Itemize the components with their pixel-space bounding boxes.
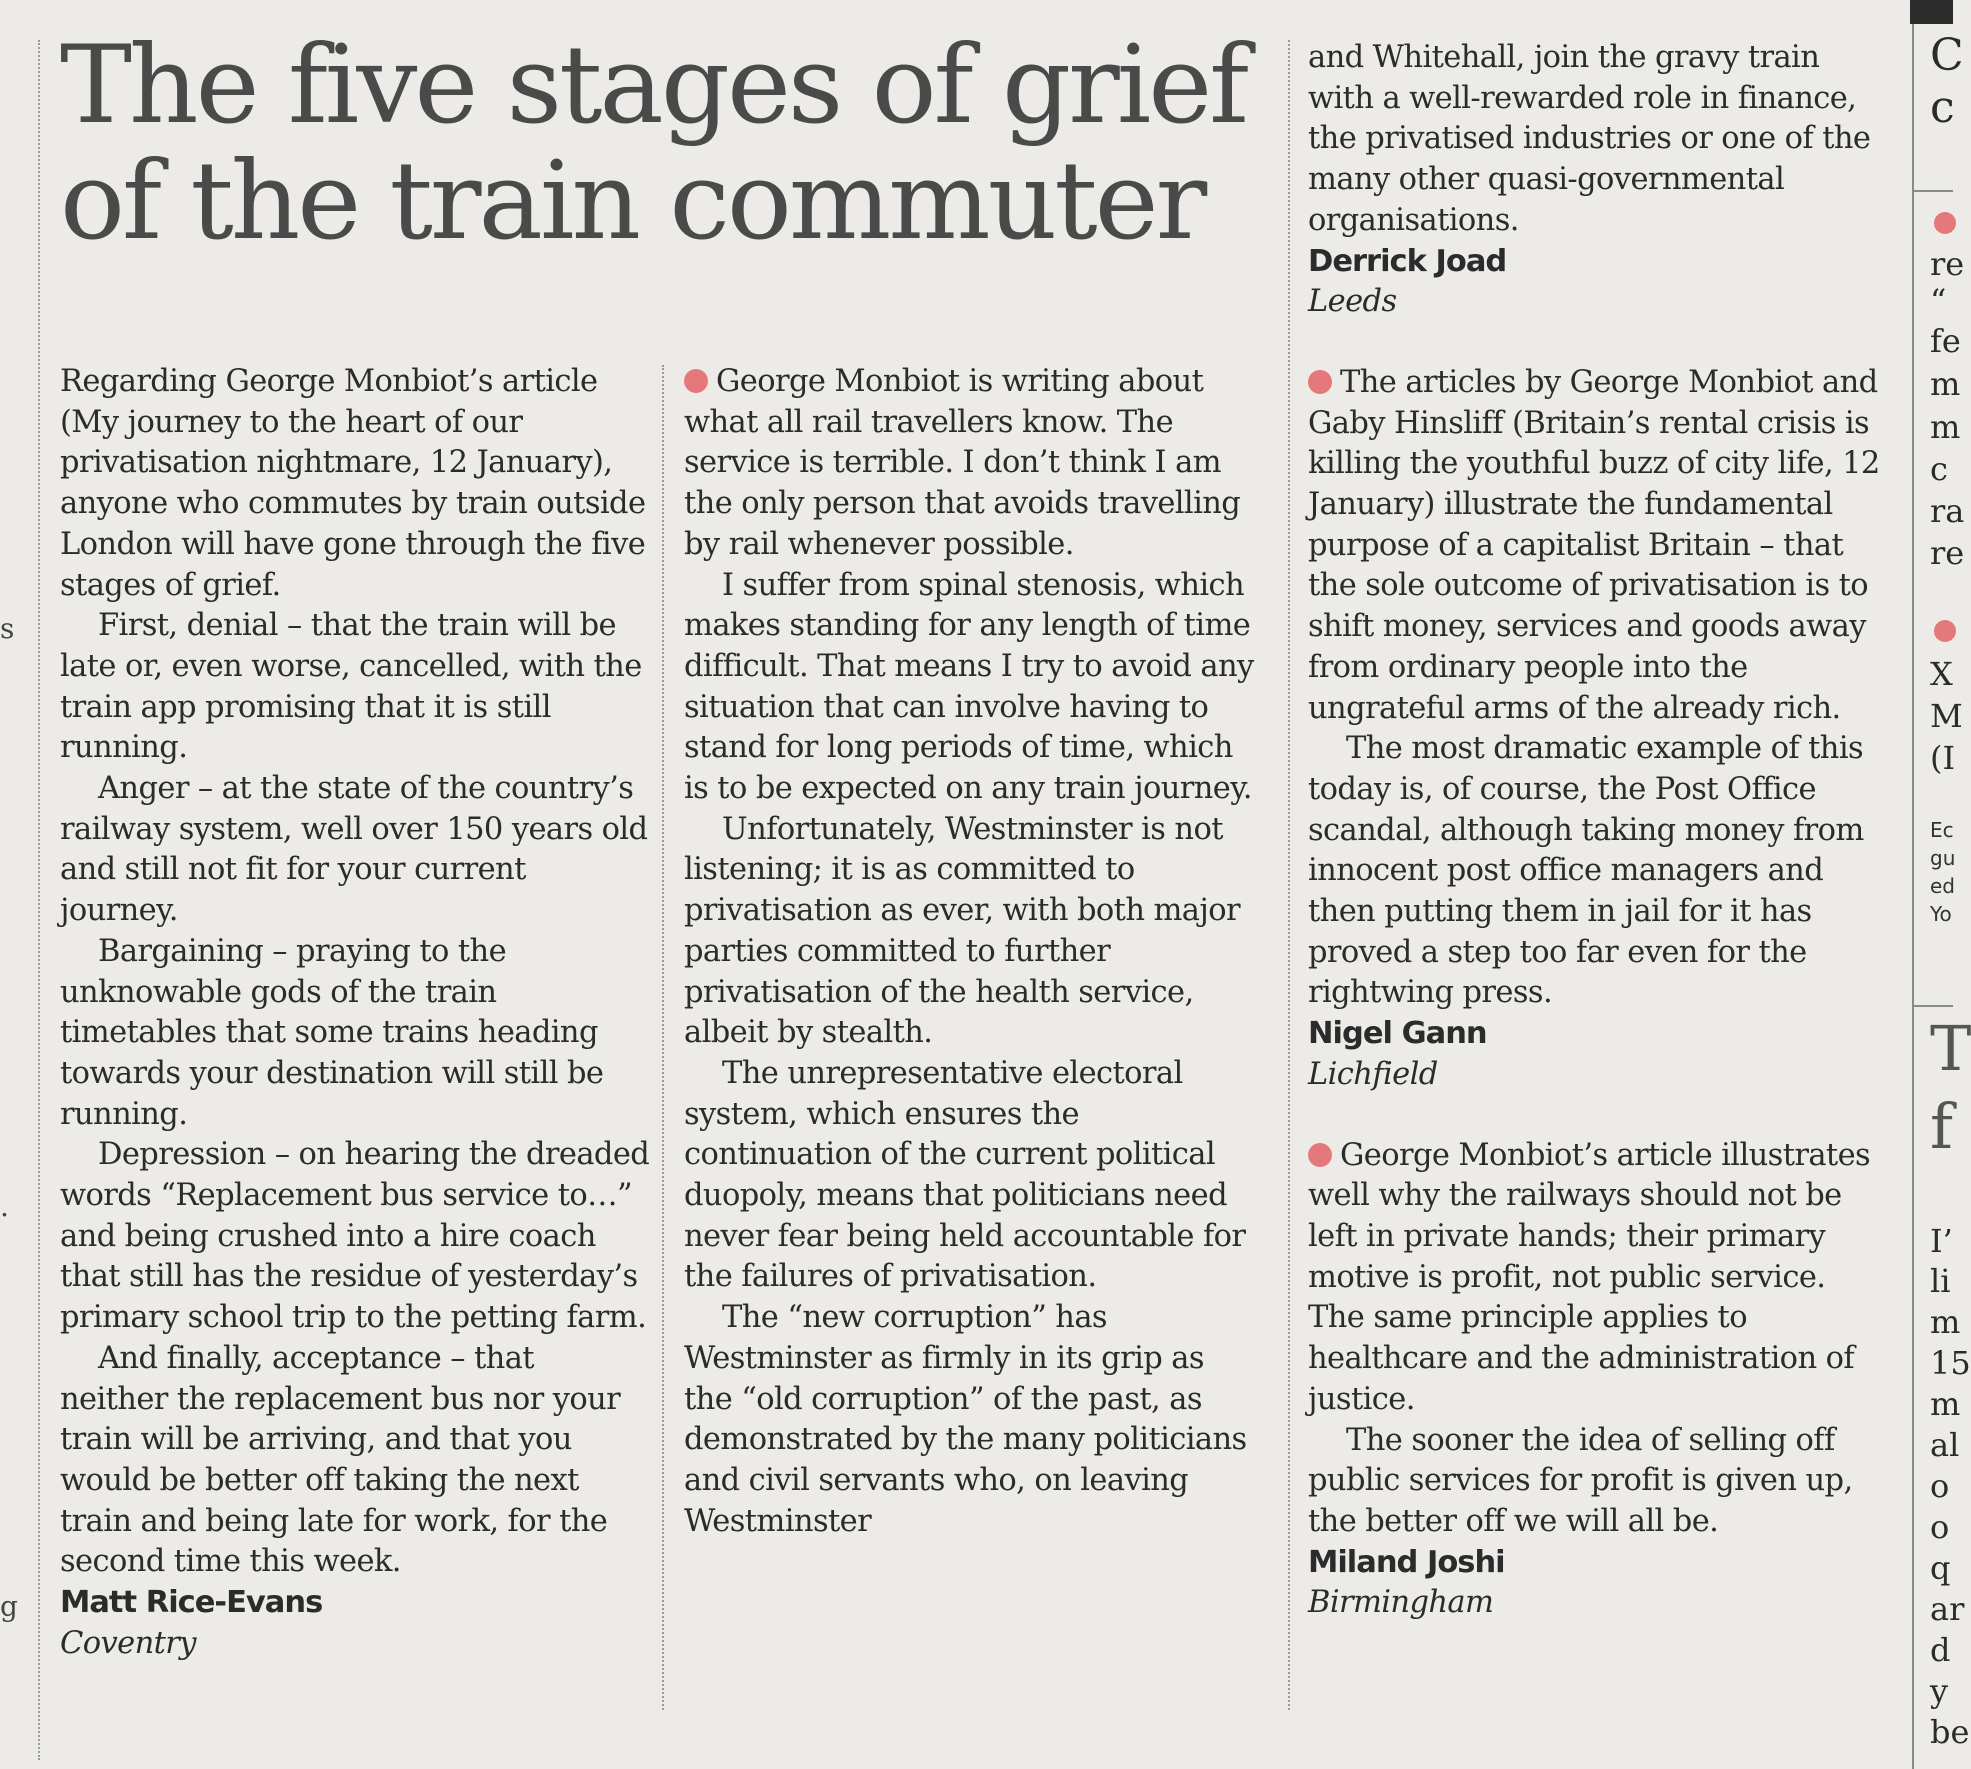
edge-fragment: ra	[1930, 492, 1965, 530]
author-name: Derrick Joad	[1308, 243, 1507, 279]
edge-fragment: al	[1930, 1426, 1960, 1464]
letter-joad-continued	[1308, 38, 1883, 323]
column-2	[684, 362, 1254, 1582]
paragraph: The “new corruption” has Westminster as firmly in its grip as the “old corruption” of the past, as demonstrated by the many politicians and civil servants who, on leaving Westminster	[684, 1300, 1247, 1539]
edge-fragment-small: ed	[1930, 874, 1955, 898]
bullet-icon	[1934, 620, 1956, 642]
author-name: Nigel Gann	[1308, 1016, 1487, 1052]
edge-fragment: I’	[1930, 1222, 1953, 1260]
paragraph: Bargaining – praying to the unknowable gods of the train timetables that some trains heading towards your destination will still be running.	[60, 933, 604, 1132]
edge-fragment: M	[1930, 697, 1963, 735]
edge-fragment: re	[1930, 245, 1965, 283]
paragraph: The sooner the idea of selling off public services for profit is given up, the better off we will all be.	[1308, 1422, 1853, 1539]
left-page-rule	[38, 40, 40, 1760]
edge-fragment: “	[1930, 282, 1947, 320]
edge-rule	[1914, 190, 1953, 192]
edge-fragment: fe	[1930, 322, 1961, 360]
paragraph: Depression – on hearing the dreaded words “Replacement bus service to…” and being crushed into a hire coach that still has the residue of yesterday’s primary school trip to the petting farm.	[60, 1137, 650, 1336]
edge-fragment: d	[1930, 1631, 1951, 1669]
paragraph: Regarding George Monbiot’s article (My journey to the heart of our privatisation nightmare, 12 January), anyone who commutes by train outside London will have gone through the five stages of grief.	[60, 364, 646, 603]
right-page-rule	[1912, 0, 1914, 1769]
paragraph: I suffer from spinal stenosis, which makes standing for any length of time difficult. That means I try to avoid any situation that can involve having to stand for long periods of time, which is to be expected on any train journey.	[684, 567, 1254, 807]
author-place: Coventry	[60, 1625, 196, 1661]
edge-fragment: c	[1930, 82, 1955, 133]
paragraph: And finally, acceptance – that neither the replacement bus nor your train will be arriving, and that you would be better off taking the next train and being late for work, for the second time this week.	[60, 1340, 621, 1580]
edge-fragment: (I	[1930, 739, 1956, 777]
edge-fragment: y	[1930, 1672, 1949, 1710]
author-place: Birmingham	[1308, 1585, 1494, 1621]
bullet-icon	[1934, 212, 1956, 234]
column-1	[60, 362, 650, 1705]
bullet-icon	[1308, 370, 1332, 394]
letter-rice-evans	[60, 362, 650, 1665]
paragraph: The most dramatic example of this today is, of course, the Post Office scandal, although taking money from innocent post office managers and then putting them in jail for it has proved a step too far even for the rightwing press.	[1308, 731, 1864, 1011]
edge-fragment: li	[1930, 1262, 1951, 1300]
edge-fragment: q	[1930, 1549, 1951, 1587]
edge-fragment-small: gu	[1930, 846, 1956, 870]
paragraph: Unfortunately, Westminster is not listening; it is as committed to privatisation as ever, with both major parties committed to further privatisation of the health service, albeit by stealth.	[684, 811, 1240, 1051]
paragraph: The unrepresentative electoral system, which ensures the continuation of the current political duopoly, means that politicians need never fear being held accountable for the failures of privatisation.	[684, 1055, 1246, 1295]
headline-line-2: of the train commuter	[60, 139, 1205, 264]
edge-fragment: f	[1930, 1090, 1953, 1163]
edge-fragment: m	[1930, 365, 1961, 403]
headline	[60, 23, 1260, 264]
edge-fragment-small: Ec	[1930, 818, 1954, 842]
edge-fragment: re	[1930, 534, 1965, 572]
letter-joad	[684, 362, 1254, 1542]
bullet-icon	[684, 369, 708, 393]
author-place: Leeds	[1308, 284, 1397, 320]
letter-gann	[1308, 363, 1883, 1096]
edge-fragment: m	[1930, 1385, 1961, 1423]
edge-fragment: .	[0, 1190, 9, 1223]
edge-fragment: C	[1930, 30, 1964, 81]
headline-line-1: The five stages of grief	[60, 23, 1247, 148]
author-place: Lichfield	[1308, 1056, 1438, 1092]
column-rule-1	[662, 365, 664, 1710]
edge-rule	[1914, 1005, 1953, 1007]
paragraph: First, denial – that the train will be late or, even worse, cancelled, with the train app promising that it is still running.	[60, 608, 642, 766]
paragraph: George Monbiot is writing about what all rail travellers know. The service is terrible. I don’t think I am the only person that avoids travelling by rail whenever possible.	[684, 364, 1241, 562]
edge-fragment: g	[0, 1590, 18, 1623]
edge-fragment: be	[1930, 1713, 1970, 1751]
edge-fragment: m	[1930, 408, 1961, 446]
letter-joshi	[1308, 1136, 1883, 1624]
edge-fragment: o	[1930, 1467, 1950, 1505]
column-rule-2	[1288, 40, 1290, 1710]
edge-fragment: m	[1930, 1303, 1961, 1341]
paragraph: and Whitehall, join the gravy train with a well-rewarded role in finance, the privatised industries or one of the many other quasi-governmental organisations.	[1308, 40, 1871, 238]
author-name: Matt Rice-Evans	[60, 1585, 323, 1621]
column-3	[1308, 38, 1883, 1664]
edge-fragment: ar	[1930, 1590, 1965, 1628]
paragraph: The articles by George Monbiot and Gaby Hinsliff (Britain’s rental crisis is killing the youthful buzz of city life, 12 January) illustrate the fundamental purpose of a capitalist Britain – that the sole outcome of privatisation is to shift money, services and goods away from ordinary people into the ungrateful arms of the already rich.	[1308, 364, 1880, 726]
edge-fragment: X	[1930, 655, 1953, 693]
edge-fragment: 15	[1930, 1344, 1971, 1382]
edge-fragment: o	[1930, 1508, 1950, 1546]
edge-fragment-small: Yo	[1930, 902, 1952, 926]
bullet-icon	[1308, 1143, 1332, 1167]
paragraph: George Monbiot’s article illustrates well why the railways should not be left in private hands; their primary motive is profit, not public service. The same principle applies to healthcare and the administration of justice.	[1308, 1137, 1871, 1417]
author-name: Miland Joshi	[1308, 1544, 1505, 1580]
edge-fragment: c	[1930, 450, 1948, 488]
paragraph: Anger – at the state of the country’s railway system, well over 150 years old and still not fit for your current journey.	[60, 771, 648, 929]
edge-fragment: T	[1930, 1012, 1971, 1085]
top-right-bar	[1910, 0, 1953, 24]
edge-fragment: s	[0, 612, 15, 645]
